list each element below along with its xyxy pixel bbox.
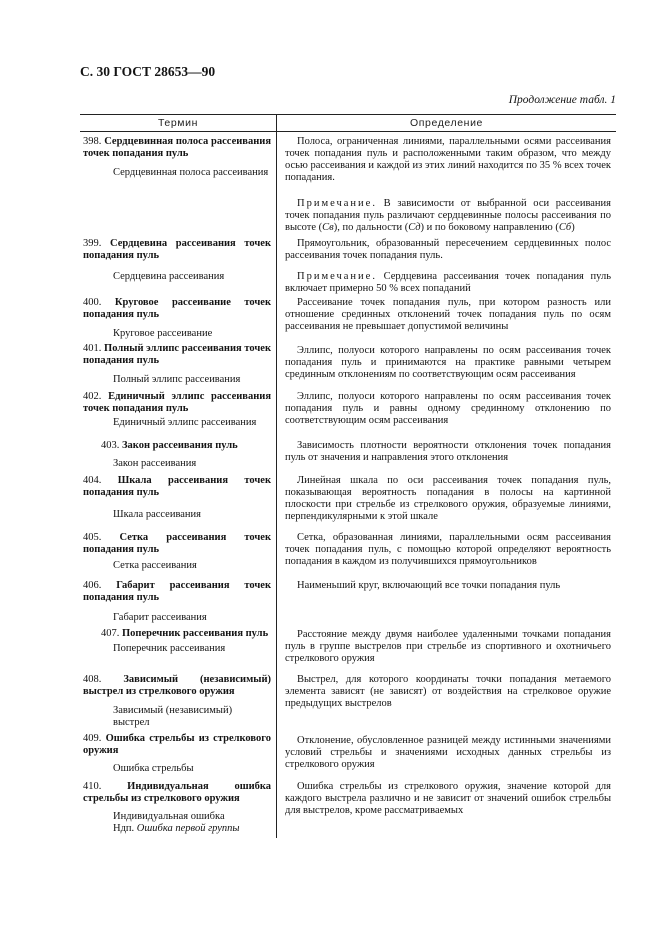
term-number: 407. bbox=[101, 628, 120, 639]
definition-text: Наименьший круг, включающий все точки попадания пуль bbox=[297, 580, 561, 591]
term-number: 408. bbox=[83, 674, 102, 685]
term-short-form: Сердцевинная полоса рассеивания bbox=[113, 167, 269, 178]
term-short-form: Сетка рассеивания bbox=[113, 560, 197, 571]
term-cell bbox=[83, 580, 271, 624]
term-title: Шкала рассеивания точек попадания пуль bbox=[83, 475, 272, 498]
term-cell bbox=[83, 628, 271, 655]
term-number: 398. bbox=[83, 136, 102, 147]
column-separator bbox=[276, 114, 277, 838]
term-cell bbox=[83, 297, 271, 340]
definition-cell bbox=[285, 674, 611, 710]
definition-cell bbox=[285, 628, 611, 665]
term-cell bbox=[83, 136, 271, 179]
term-number: 410. bbox=[83, 781, 102, 792]
term-number: 399. bbox=[83, 238, 102, 249]
term-short-form: Закон рассеивания bbox=[113, 458, 197, 469]
definition-cell bbox=[285, 136, 611, 234]
term-short-form: Габарит рассеивания bbox=[113, 612, 207, 623]
term-title: Ошибка стрельбы из стрелкового оружия bbox=[83, 733, 272, 756]
term-deprecated-form: Ндп. Ошибка первой группы bbox=[113, 823, 240, 834]
term-cell bbox=[83, 475, 271, 521]
definition-text: Полоса, ограниченная линиями, параллельными осями рассеивания точек попадания пуль и расположенными таким образом, что между осью рассеивания и каждой из этих линий находится по 35 % всех точек попадания. bbox=[285, 136, 611, 183]
term-short-form: Ошибка стрельбы bbox=[113, 763, 194, 774]
definition-text: Рассеивание точек попадания пуль, при котором разность или отношение срединных отклонений точек попадания пуль по осям рассеивания не превышает допустимой величины bbox=[285, 297, 611, 332]
definition-text: Расстояние между двумя наиболее удаленными точками попадания пуль в группе выстрелов при стрельбе из спортивного и охотничьего стрелкового оружия bbox=[285, 629, 611, 664]
term-title: Индивидуальная ошибка стрельбы из стрелкового оружия bbox=[83, 781, 272, 804]
term-short-form: Индивидуальная ошибка bbox=[113, 811, 225, 822]
term-title: Круговое рассеивание точек попадания пуль bbox=[83, 297, 271, 320]
term-short-form: Шкала рассеивания bbox=[113, 509, 201, 520]
term-number: 402. bbox=[83, 391, 102, 402]
term-title: Полный эллипс рассеивания точек попадания пуль bbox=[83, 343, 271, 366]
term-title: Единичный эллипс рассеивания точек попадания пуль bbox=[83, 391, 271, 414]
table-header-top-rule bbox=[80, 114, 616, 115]
term-number: 401. bbox=[83, 343, 102, 354]
column-header-definition: Определение bbox=[410, 117, 483, 129]
term-number: 405. bbox=[83, 532, 102, 543]
term-number: 409. bbox=[83, 733, 102, 744]
term-cell bbox=[83, 343, 271, 386]
term-title: Габарит рассеивания точек попадания пуль bbox=[83, 580, 271, 603]
definition-cell bbox=[285, 781, 611, 817]
term-short-form: Поперечник рассеивания bbox=[113, 643, 226, 654]
definition-cell bbox=[285, 733, 611, 771]
note-label: Примечание. bbox=[297, 271, 377, 282]
term-number: 404. bbox=[83, 475, 102, 486]
term-title: Сердцевина рассеивания точек попадания пуль bbox=[83, 238, 271, 261]
term-title: Закон рассеивания пуль bbox=[122, 440, 238, 451]
page-header: С. 30 ГОСТ 28653—90 bbox=[80, 64, 216, 79]
definition-cell bbox=[285, 343, 611, 381]
definition-text: Сетка, образованная линиями, параллельными осям рассеивания точек попадания пуль, с помощью которой определяют вероятность попадания в каждом из получившихся прямоугольников bbox=[285, 532, 611, 567]
definition-cell bbox=[285, 297, 611, 333]
definition-text: Линейная шкала по оси рассеивания точек попадания пуль, показывающая вероятность попадания в полосы на картинной плоскости при стрельбе из стрелкового оружия, образуемые линиями, перпендикулярными к этой шкале bbox=[285, 475, 611, 522]
definition-text: Зависимость плотности вероятности отклонения точек попадания пуль от значения и направления этого отклонения bbox=[285, 440, 611, 463]
table-header-bottom-rule bbox=[80, 131, 616, 132]
note-label: Примечание. bbox=[297, 198, 377, 209]
definition-cell bbox=[285, 475, 611, 523]
column-header-term: Термин bbox=[158, 117, 198, 129]
definition-cell bbox=[285, 580, 611, 592]
definition-text: Эллипс, полуоси которого направлены по осям рассеивания точек попадания пуль и равны одному срединному отклонению по соответствующим осям рассеивания bbox=[285, 391, 611, 426]
term-short-form: Зависимый (независимый) выстрел bbox=[113, 705, 233, 728]
term-short-form: Полный эллипс рассеивания bbox=[113, 374, 241, 385]
definition-text: Ошибка стрельбы из стрелкового оружия, значение которой для каждого выстрела различно и не зависит от значений ошибок стрельбы для выстрелов, кроме рассматриваемых bbox=[285, 781, 611, 816]
term-number: 400. bbox=[83, 297, 102, 308]
term-title: Зависимый (независимый) выстрел из стрелкового оружия bbox=[83, 674, 271, 697]
definition-cell bbox=[285, 532, 611, 568]
definition-note: Примечание. Сердцевина рассеивания точек попадания пуль включает примерно 50 % всех попаданий bbox=[285, 271, 611, 294]
term-title: Поперечник рассеивания пуль bbox=[122, 628, 269, 639]
term-short-form: Единичный эллипс рассеивания bbox=[113, 417, 257, 428]
definition-cell bbox=[285, 440, 611, 464]
definition-cell bbox=[285, 391, 611, 427]
term-cell bbox=[83, 674, 271, 729]
definition-text: Прямоугольник, образованный пересечением сердцевинных полос рассеивания точек попадания пуль. bbox=[285, 238, 611, 261]
term-number: 406. bbox=[83, 580, 102, 591]
term-cell bbox=[83, 440, 271, 470]
term-number: 403. bbox=[101, 440, 120, 451]
definition-text: Эллипс, полуоси которого направлены по осям рассеивания точек попадания пуль и принимаются на практике равными четырем срединным отклонениям по соответствующим осям рассеивания bbox=[285, 345, 611, 380]
definition-text: Отклонение, обусловленное разницей между истинными значениями условий стрельбы и значениями исходных данных стрельбы из стрелкового оружия bbox=[285, 735, 611, 770]
term-cell bbox=[83, 391, 271, 429]
term-cell bbox=[83, 733, 271, 775]
term-title: Сетка рассеивания точек попадания пуль bbox=[83, 532, 271, 555]
term-cell bbox=[83, 532, 271, 572]
definition-note: Примечание. В зависимости от выбранной оси рассеивания точек попадания пуль различают сердцевинные полосы рассеивания по высоте (Св), по дальности (Сд) и по боковому направлению (Сб) bbox=[285, 198, 611, 233]
terms-table bbox=[80, 114, 616, 838]
term-short-form: Сердцевина рассеивания bbox=[113, 271, 225, 282]
term-short-form: Круговое рассеивание bbox=[113, 328, 213, 339]
definition-cell bbox=[285, 238, 611, 295]
term-title: Сердцевинная полоса рассеивания точек попадания пуль bbox=[83, 136, 271, 159]
term-cell bbox=[83, 238, 271, 283]
definition-text: Выстрел, для которого координаты точки попадания метаемого элемента зависят (не зависят) от воздействия на стрелковое оружие предыдущих выстрелов bbox=[285, 674, 611, 709]
term-cell bbox=[83, 781, 271, 835]
table-continuation-label: Продолжение табл. 1 bbox=[508, 94, 616, 106]
